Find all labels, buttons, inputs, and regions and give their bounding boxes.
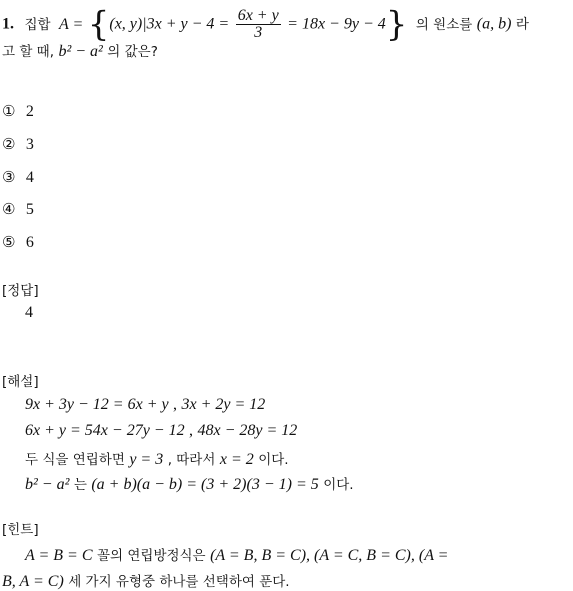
explanation-text-3c: 이다. bbox=[258, 452, 289, 468]
fraction-numerator: 6x + y bbox=[237, 7, 279, 24]
option-mark: ② bbox=[2, 135, 16, 153]
option-value: 2 bbox=[25, 103, 34, 120]
pair-ab: (a, b) bbox=[476, 15, 512, 33]
left-brace: { bbox=[87, 4, 110, 45]
answer-header: [정답] bbox=[2, 283, 39, 299]
explanation-text-3b: , 따라서 bbox=[167, 452, 216, 468]
option-4[interactable] bbox=[2, 200, 34, 219]
option-mark: ① bbox=[2, 102, 16, 120]
explanation-header: [해설] bbox=[2, 374, 39, 390]
right-brace: } bbox=[385, 4, 408, 45]
explanation-eq-2a: 6x + y = 54x − 27y − 12 bbox=[25, 422, 185, 439]
option-mark: ④ bbox=[2, 200, 16, 218]
option-mark: ③ bbox=[2, 168, 16, 186]
option-1[interactable] bbox=[2, 102, 34, 121]
explanation-y-value: y = 3 bbox=[129, 451, 164, 468]
hint-header: [힌트] bbox=[2, 522, 39, 538]
fraction-denominator: 3 bbox=[254, 24, 263, 41]
answer-value: 4 bbox=[25, 304, 33, 321]
explanation-expr-4b: (a + b)(a − b) = (3 + 2)(3 − 1) = 5 bbox=[91, 476, 319, 493]
hint-text-2a: 세 가지 유형중 하나를 선택하여 푼다. bbox=[68, 574, 290, 590]
hint-expr-1a: A = B = C bbox=[25, 547, 93, 564]
problem-line-2 bbox=[2, 40, 158, 61]
hint-expr-2a: B, A = C) bbox=[2, 573, 64, 590]
problem-mid: 의 원소를 bbox=[415, 16, 473, 33]
option-mark: ⑤ bbox=[2, 233, 16, 251]
option-value: 5 bbox=[25, 201, 34, 218]
hint-expr-1b: (A = B, B = C), (A = C, B = C), (A = bbox=[210, 547, 449, 564]
explanation-comma-2: , bbox=[189, 422, 194, 439]
problem-line2-question: 의 값은? bbox=[107, 44, 158, 60]
explanation-expr-4a: b² − a² bbox=[25, 476, 70, 493]
set-lhs: A = bbox=[59, 15, 84, 33]
hint-line-1 bbox=[25, 544, 448, 565]
explanation-x-value: x = 2 bbox=[219, 451, 254, 468]
explanation-text-3a: 두 식을 연립하면 bbox=[25, 452, 125, 468]
explanation-comma-1: , bbox=[173, 396, 178, 413]
problem-line2-lead: 고 할 때, bbox=[2, 44, 54, 60]
option-5[interactable] bbox=[2, 233, 34, 252]
option-2[interactable] bbox=[2, 135, 34, 154]
set-open: (x, y)|3x + y − 4 = bbox=[109, 15, 230, 33]
explanation-line-3 bbox=[25, 448, 289, 469]
explanation-text-4a: 는 bbox=[73, 477, 87, 493]
problem-tail: 라 bbox=[515, 16, 529, 33]
explanation-line-4 bbox=[25, 473, 354, 494]
hint-text-1a: 꼴의 연립방정식은 bbox=[96, 548, 206, 564]
option-value: 6 bbox=[25, 234, 34, 251]
explanation-eq-1b: 3x + 2y = 12 bbox=[181, 396, 266, 413]
hint-line-2 bbox=[2, 570, 290, 591]
set-rhs: = 18x − 9y − 4 bbox=[287, 15, 386, 33]
option-3[interactable] bbox=[2, 168, 34, 187]
set-fraction bbox=[236, 8, 281, 41]
problem-lead: 집합 bbox=[24, 16, 51, 33]
explanation-line-2 bbox=[25, 422, 297, 440]
problem-line2-expr: b² − a² bbox=[58, 43, 103, 60]
option-value: 3 bbox=[25, 136, 34, 153]
explanation-line-1 bbox=[25, 396, 265, 414]
explanation-eq-1a: 9x + 3y − 12 = 6x + y bbox=[25, 396, 169, 413]
option-value: 4 bbox=[25, 169, 34, 186]
explanation-eq-2b: 48x − 28y = 12 bbox=[197, 422, 298, 439]
explanation-text-4b: 이다. bbox=[323, 477, 354, 493]
problem-number: 1. bbox=[2, 15, 14, 33]
problem-line-1 bbox=[2, 4, 529, 45]
